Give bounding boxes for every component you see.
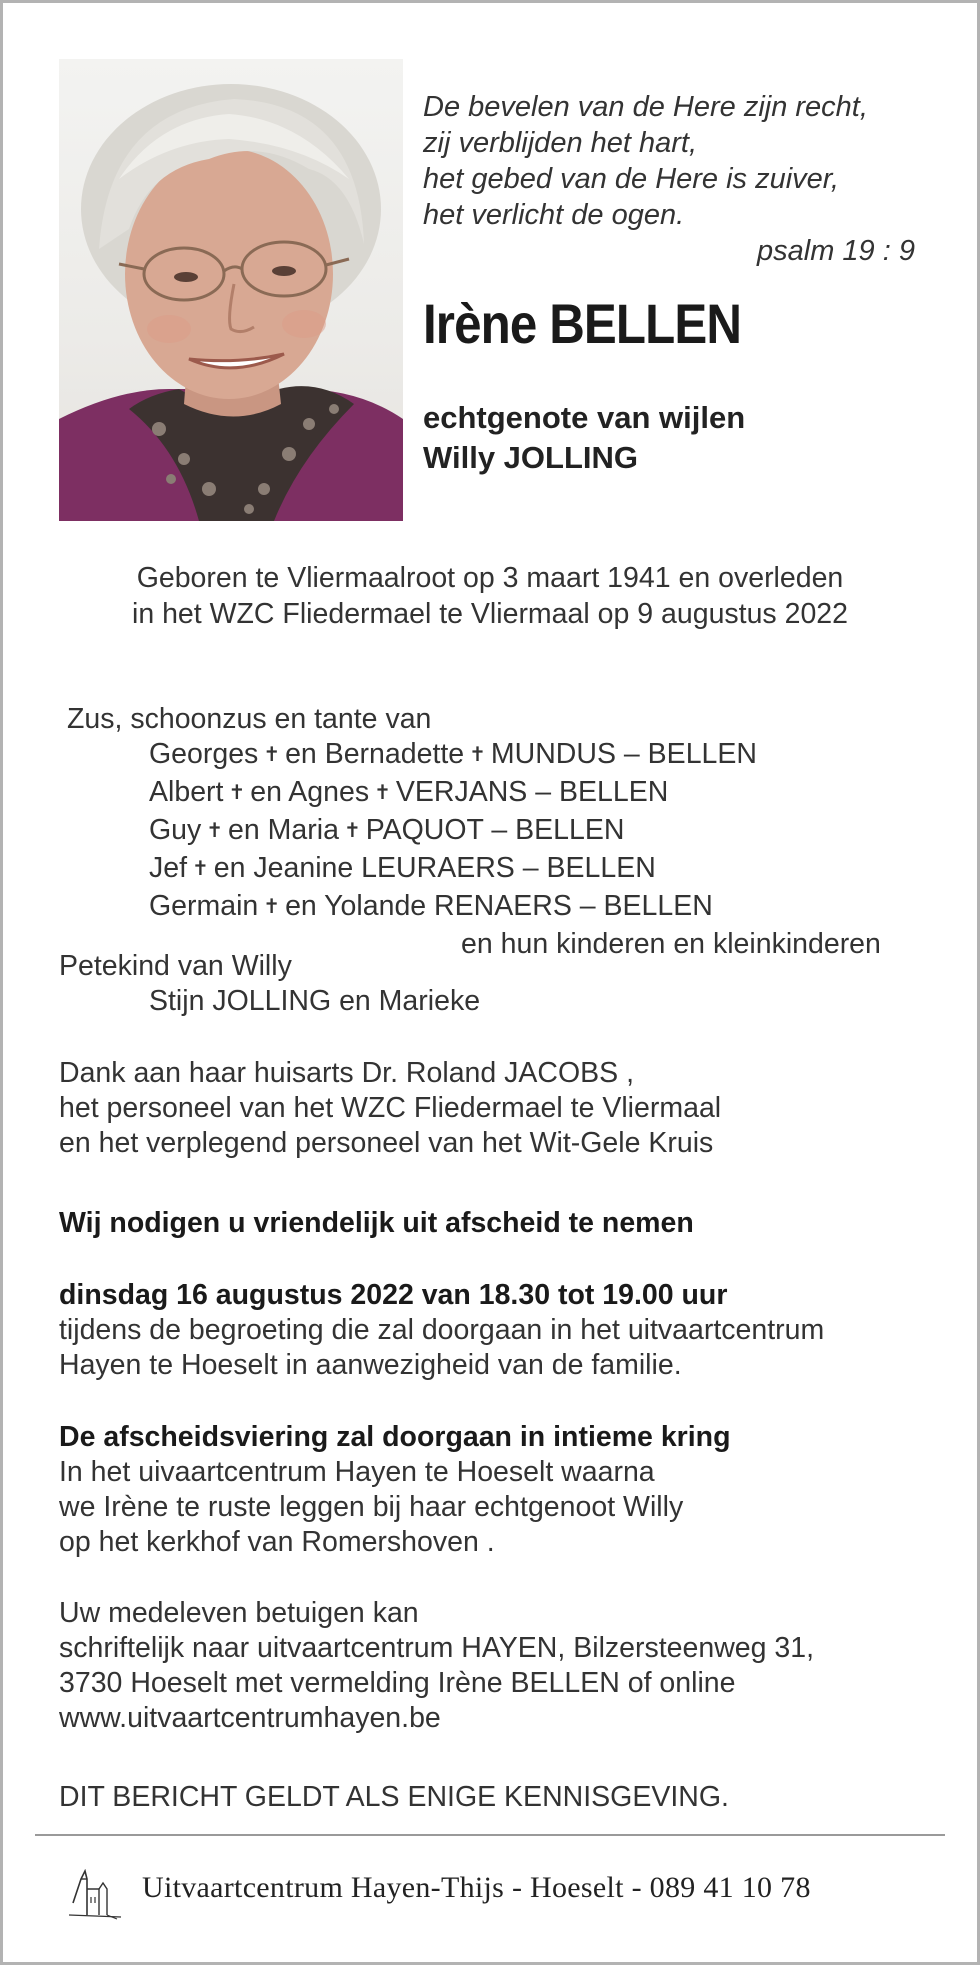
relative-name: en Agnes: [250, 776, 370, 808]
relative-row: [67, 775, 881, 813]
visitation-date: dinsdag 16 augustus 2022 van 18.30 tot 19.00 uur: [59, 1279, 728, 1311]
condolences-line: 3730 Hoeselt met vermelding Irène BELLEN of online: [59, 1667, 736, 1699]
visitation-line: Hayen te Hoeselt in aanwezigheid van de familie.: [59, 1349, 682, 1381]
spouse-line-2: Willy JOLLING: [423, 440, 639, 475]
visitation-line: tijdens de begroeting die zal doorgaan in het uitvaartcentrum: [59, 1314, 825, 1346]
cross-icon: ✝: [469, 744, 486, 766]
condolences-section: [59, 1596, 814, 1736]
godchild-name: Stijn JOLLING en Marieke: [149, 985, 481, 1017]
scripture-verse: [423, 89, 915, 269]
ceremony-line: we Irène te ruste leggen bij haar echtgenoot Willy: [59, 1491, 684, 1523]
verse-line: zij verblijden het hart,: [423, 127, 698, 159]
relative-name: Germain: [149, 890, 259, 922]
relative-row: [67, 813, 881, 851]
thanks-line: en het verplegend personeel van het Wit-Gele Kruis: [59, 1127, 714, 1159]
condolences-line: Uw medeleven betuigen kan: [59, 1597, 419, 1629]
relative-name: Georges: [149, 738, 259, 770]
ceremony-section: [59, 1420, 731, 1560]
condolences-line: schriftelijk naar uitvaartcentrum HAYEN, Bilzersteenweg 31,: [59, 1632, 815, 1664]
invite-heading: Wij nodigen u vriendelijk uit afscheid te nemen: [59, 1207, 694, 1239]
footer: [69, 1859, 929, 1919]
deceased-name: Irène BELLEN: [423, 292, 742, 355]
cross-icon: ✝: [263, 744, 281, 766]
website-link[interactable]: www.uitvaartcentrumhayen.be: [59, 1702, 441, 1734]
ceremony-heading: De afscheidsviering zal doorgaan in intieme kring: [59, 1421, 731, 1453]
cross-icon: ✝: [374, 782, 391, 804]
relative-name: Jef: [149, 852, 188, 884]
relative-family: VERJANS – BELLEN: [395, 776, 669, 808]
relative-name: en Yolande RENAERS – BELLEN: [285, 890, 713, 922]
relative-row: [67, 737, 881, 775]
cross-icon: ✝: [228, 782, 246, 804]
portrait-photo: [59, 59, 403, 521]
spouse-line-1: echtgenote van wijlen: [423, 400, 746, 435]
verse-line: het gebed van de Here is zuiver,: [423, 163, 839, 195]
thanks-line: het personeel van het WZC Fliedermael te Vliermaal: [59, 1092, 722, 1124]
cross-icon: ✝: [263, 896, 281, 918]
cross-icon: ✝: [343, 820, 361, 842]
death-line: in het WZC Fliedermael te Vliermaal op 9 augustus 2022: [131, 598, 849, 630]
relative-row: [67, 851, 881, 889]
cross-icon: ✝: [206, 820, 224, 842]
footer-divider: [35, 1834, 945, 1836]
ceremony-line: op het kerkhof van Romershoven .: [59, 1526, 495, 1558]
relative-row: [67, 889, 881, 927]
verse-reference: psalm 19 : 9: [757, 235, 915, 267]
relatives-children: en hun kinderen en kleinkinderen: [461, 928, 881, 960]
cross-icon: ✝: [192, 858, 209, 880]
relative-name: Albert: [149, 776, 224, 808]
ceremony-line: In het uivaartcentrum Hayen te Hoeselt waarna: [59, 1456, 655, 1488]
relative-name: en Maria: [228, 814, 339, 846]
thanks-section: [59, 1056, 721, 1161]
godchild-info: [59, 949, 480, 1019]
relative-family: MUNDUS – BELLEN: [490, 738, 757, 770]
relatives-list: [67, 702, 881, 962]
relative-name: en Jeanine LEURAERS – BELLEN: [213, 852, 656, 884]
church-line-icon: [69, 1869, 125, 1921]
thanks-line: Dank aan haar huisarts Dr. Roland JACOBS ,: [59, 1057, 635, 1089]
portrait-illustration: [59, 59, 403, 521]
spouse-info: [423, 398, 745, 478]
relative-name: Guy: [149, 814, 202, 846]
footer-text: Uitvaartcentrum Hayen-Thijs - Hoeselt - 089 41 10 78: [142, 1871, 811, 1904]
godchild-intro: Petekind van Willy: [59, 950, 292, 982]
relatives-intro: Zus, schoonzus en tante van: [67, 703, 432, 735]
verse-line: De bevelen van de Here zijn recht,: [423, 91, 868, 123]
birth-line: Geboren te Vliermaalroot op 3 maart 1941 en overleden: [136, 562, 844, 594]
relative-family: PAQUOT – BELLEN: [365, 814, 625, 846]
verse-line: het verlicht de ogen.: [423, 199, 685, 231]
relative-name: en Bernadette: [285, 738, 465, 770]
visitation-section: [59, 1278, 824, 1383]
notice-text: DIT BERICHT GELDT ALS ENIGE KENNISGEVING.: [59, 1781, 729, 1813]
birth-death-info: [3, 560, 977, 632]
